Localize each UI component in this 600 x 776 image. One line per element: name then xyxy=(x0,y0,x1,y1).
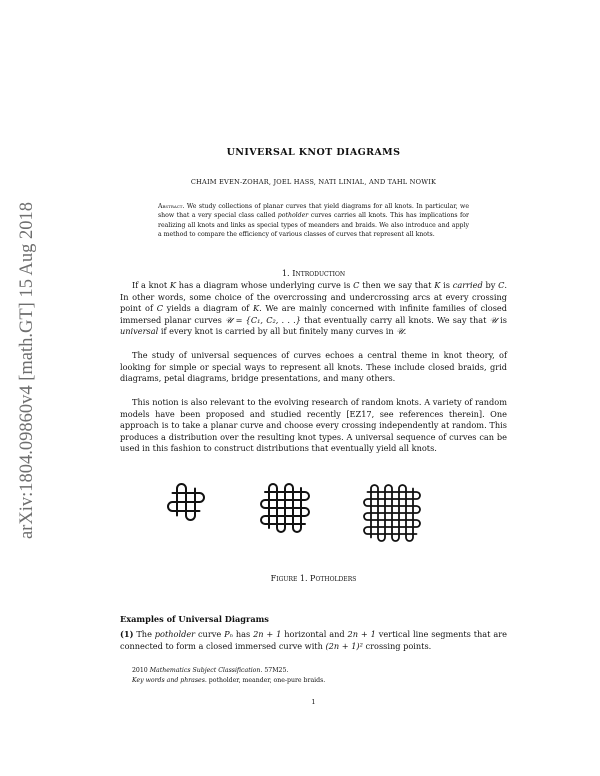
emphasis: Key words and phrases. xyxy=(132,676,207,684)
emphasis: universal xyxy=(120,326,159,337)
math-expression: 𝒰 xyxy=(396,326,404,337)
section-heading-introduction: 1. Introduction xyxy=(281,268,346,278)
text: 57M25. xyxy=(262,667,289,674)
text: If a knot xyxy=(132,280,170,290)
math-expression: 𝒰 = {C₁, C₂, . . .} xyxy=(225,314,301,325)
footnote-keywords xyxy=(132,676,502,686)
math-expression: 𝒰 xyxy=(489,314,497,325)
text: is xyxy=(440,280,453,290)
math-expression: 2n + 1 xyxy=(253,629,282,639)
abstract-text-1: We study collections of planar curves that yield diagrams for all knots. In particular, we show that a very special class called xyxy=(158,203,469,220)
math-expression: (2n + 1)² xyxy=(325,640,363,651)
math-var: C xyxy=(156,303,163,314)
intro-paragraph-3-text: This notion is also relevant to the evolving research of random knots. A variety of random models have been proposed and studied recently [EZ17, see references therein]. One approach is to take a planar curve and choose every crossing independently at random. This produces a distribution over the resulting knot types. A universal sequence of curves can be used in this fashion to construct distributions that eventually yield all knots. xyxy=(120,397,507,454)
text: vertical line segments that are connected to form a closed immersed curve with xyxy=(120,629,507,651)
text: is xyxy=(496,314,507,325)
potholder-diagram-large xyxy=(359,480,439,560)
text: has xyxy=(232,629,254,639)
figure-potholders xyxy=(120,480,507,560)
figure-caption: Figure 1. Potholders xyxy=(270,574,357,583)
abstract-text-2: curves carries all knots. This has implications for realizing all knots and links as special types of meanders and braids. We also introduce and apply a method to compare the efficiency of various classes of curves that represent all knots. xyxy=(158,212,469,238)
potholder-diagram-medium xyxy=(257,480,329,552)
potholder-diagram-small xyxy=(164,480,226,542)
abstract xyxy=(158,202,469,239)
footnote-msc xyxy=(132,666,502,676)
math-var: C xyxy=(353,280,360,290)
arxiv-identifier-text: arXiv:1804.09860v4 [math.GT] 15 Aug 2018 xyxy=(17,201,38,539)
abstract-emphasis: potholder xyxy=(277,212,309,220)
arxiv-identifier xyxy=(8,160,48,580)
math-expression: 2n + 1 xyxy=(347,629,376,639)
text: . xyxy=(403,326,407,337)
math-var: K xyxy=(434,280,441,290)
potholder-curve xyxy=(364,485,420,541)
footnotes xyxy=(132,666,502,685)
text: if every knot is carried by all but finitely many curves in xyxy=(158,326,397,337)
emphasis: carried xyxy=(452,280,483,290)
item-number: (1) xyxy=(120,629,134,639)
text: 2010 xyxy=(132,667,150,674)
text: . We are mainly concerned with infinite families of closed immersed planar curves xyxy=(120,303,507,325)
math-var: C xyxy=(498,280,505,290)
text: curve xyxy=(195,629,225,639)
math-var: K xyxy=(169,280,177,290)
text: potholder, meander, one-pure braids. xyxy=(206,676,326,684)
text: that eventually carry all knots. We say that xyxy=(300,314,490,325)
text: has a diagram whose underlying curve is xyxy=(176,280,354,290)
text: by xyxy=(482,280,499,290)
emphasis: Mathematics Subject Classification. xyxy=(149,667,263,674)
paper-title: UNIVERSAL KNOT DIAGRAMS xyxy=(226,147,401,158)
math-expression: Pₙ xyxy=(224,629,233,639)
intro-paragraph-2-text: The study of universal sequences of curves echoes a central theme in knot theory, of looking for simple or special ways to represent all knots. These include closed braids, grid diagrams, petal diagrams, bridge presentations, and many others. xyxy=(120,350,507,384)
abstract-label: Abstract. xyxy=(158,203,185,210)
examples-heading: Examples of Universal Diagrams xyxy=(120,614,269,624)
text: horizontal and xyxy=(281,629,348,639)
intro-paragraph-1 xyxy=(120,280,507,338)
intro-paragraph-2 xyxy=(120,350,507,385)
potholder-curve xyxy=(168,484,204,520)
math-var: K xyxy=(252,303,260,314)
text: The xyxy=(133,629,155,639)
emphasis: potholder xyxy=(154,629,196,639)
page-number: 1 xyxy=(311,698,316,706)
potholder-curve xyxy=(261,484,309,532)
text: yields a diagram of xyxy=(162,303,253,314)
text: crossing points. xyxy=(362,640,432,651)
examples-paragraph-1 xyxy=(120,629,507,652)
text: then we say that xyxy=(359,280,435,290)
text: . In other words, some choice of the overcrossing and undercrossing arcs at every crossing point of xyxy=(120,280,508,314)
paper-authors: CHAIM EVEN-ZOHAR, JOEL HASS, NATI LINIAL, AND TAHL NOWIK xyxy=(190,178,437,186)
intro-paragraph-3 xyxy=(120,397,507,455)
